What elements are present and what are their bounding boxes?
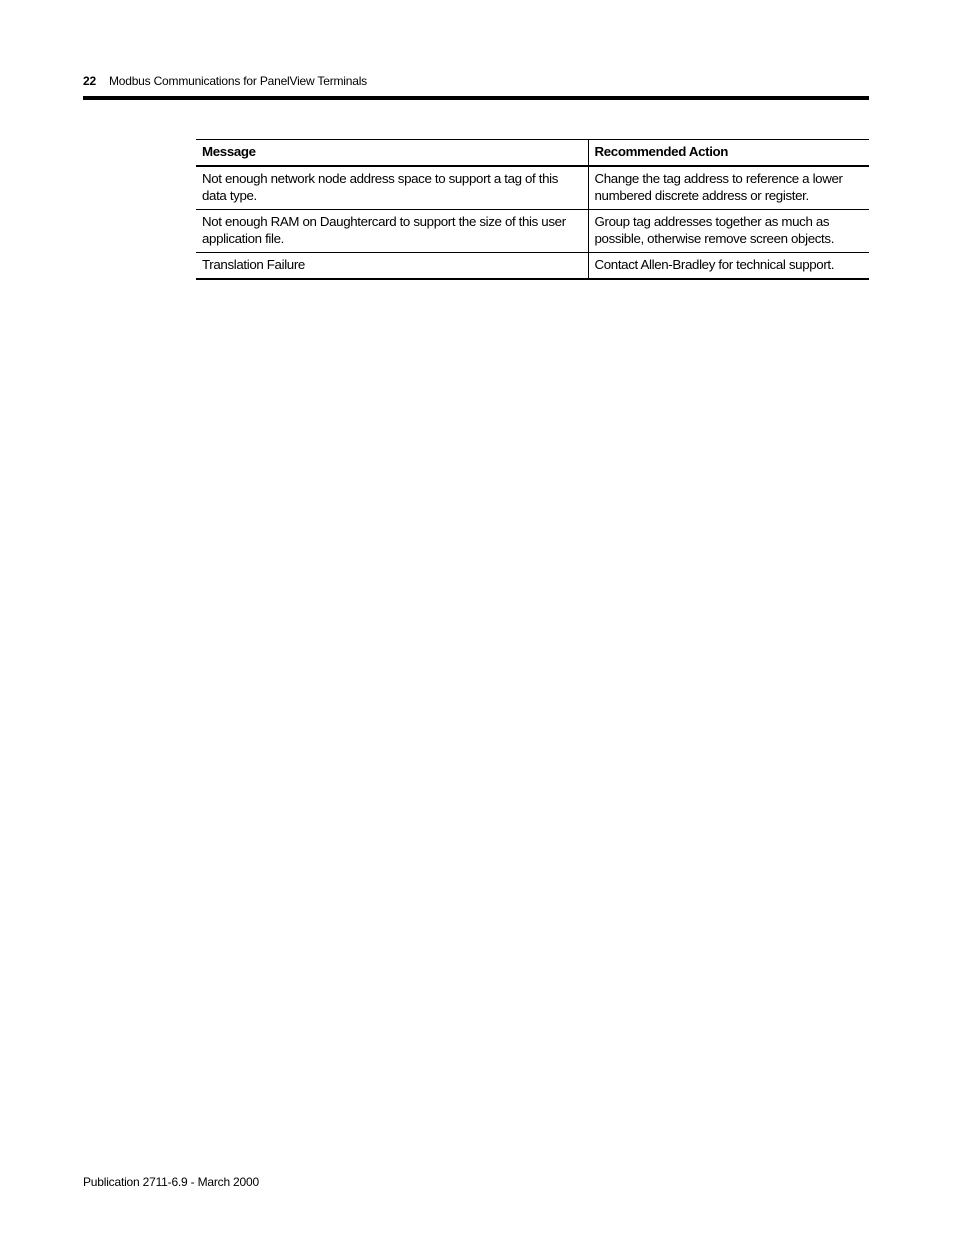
page-header [83,73,367,89]
table-header-row [196,140,869,167]
action-cell: Group tag addresses together as much as possible, otherwise remove screen objects. [588,210,869,253]
header-title: Modbus Communications for PanelView Terminals [108,74,367,88]
message-cell: Not enough RAM on Daughtercard to support the size of this user application file. [196,210,588,253]
table-row [196,253,869,280]
messages-table [196,139,869,280]
table-row [196,210,869,253]
message-cell: Not enough network node address space to support a tag of this data type. [196,166,588,210]
page-number: 22 [83,74,96,88]
column-header-message: Message [196,140,588,167]
header-rule [83,96,869,100]
column-header-recommended-action: Recommended Action [588,140,869,167]
table-row [196,166,869,210]
message-cell: Translation Failure [196,253,588,280]
action-cell: Change the tag address to reference a lower numbered discrete address or register. [588,166,869,210]
page-footer: Publication 2711-6.9 - March 2000 [83,1175,259,1189]
action-cell: Contact Allen-Bradley for technical support. [588,253,869,280]
